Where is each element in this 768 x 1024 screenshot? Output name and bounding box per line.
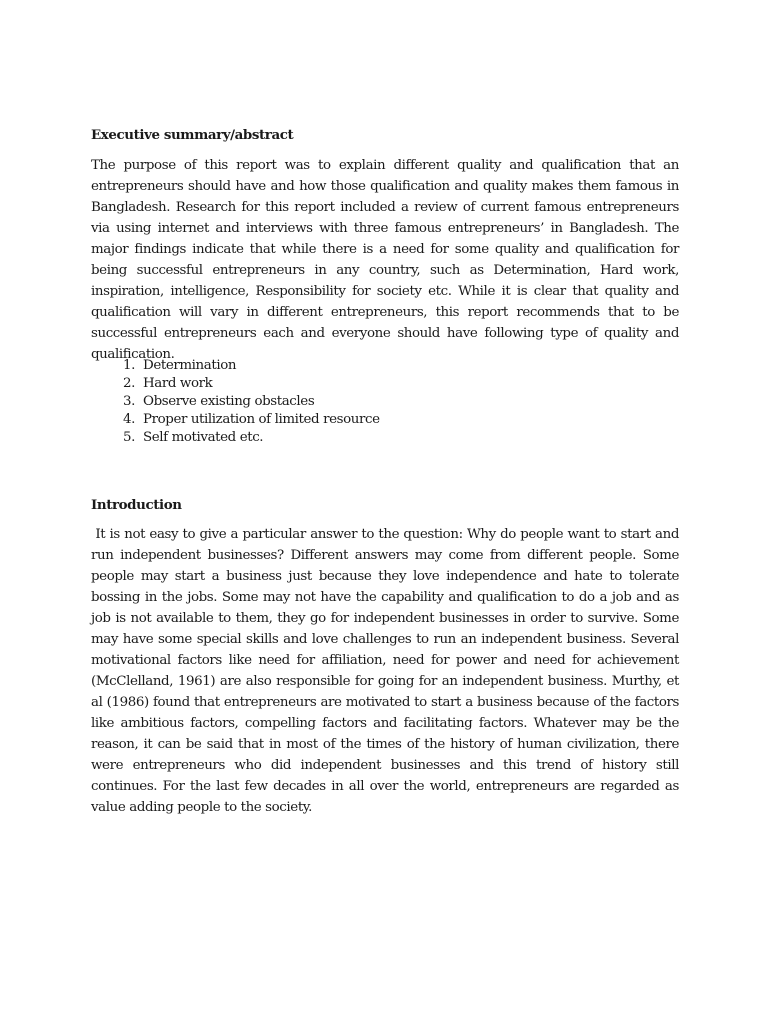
list-item — [91, 429, 380, 447]
list-item — [91, 357, 380, 375]
qualities-list — [91, 357, 380, 447]
list-item — [91, 375, 380, 393]
introduction-paragraph: It is not easy to give a particular answer to the question: Why do people want to start and run independent businesses? Different answers may come from different people. Some people may start a business just because they love independence and hate to tolerate bossing in the jobs. Some may not have the capability and qualification to do a job and as job is not available to them, they go for independent businesses in order to survive. Some may have some special skills and love challenges to run an independent business. Several motivational factors like need for affiliation, need for power and need for achievement (McClelland, 1961) are also responsible for going for an independent business. Murthy, et al (1986) found that entrepreneurs are motivated to start a business because of the factors like ambitious factors, compelling factors and facilitating factors. Whatever may be the reason, it can be said that in most of the times of the history of human civilization, there were entrepreneurs who did independent businesses and this trend of history still continues. For the last few decades in all over the world, entrepreneurs are regarded as value adding people to the society. — [91, 527, 683, 815]
list-number: 2. — [123, 376, 135, 391]
list-number: 5. — [123, 430, 135, 445]
list-number: 1. — [123, 358, 135, 373]
summary-heading: Executive summary/abstract — [91, 127, 294, 143]
list-text: Proper utilization of limited resource — [143, 412, 380, 427]
list-text: Hard work — [143, 376, 213, 391]
list-text: Self motivated etc. — [143, 430, 264, 445]
introduction-heading: Introduction — [91, 497, 182, 513]
list-item — [91, 411, 380, 429]
list-text: Determination — [143, 358, 237, 373]
summary-paragraph: The purpose of this report was to explain different quality and qualification that an entrepreneurs should have and how those qualification and quality makes them famous in Bangladesh. Research for this report included a review of current famous entrepreneurs via using internet and interviews with three famous entrepreneurs’ in Bangladesh. The major findings indicate that while there is a need for some quality and qualification for being successful entrepreneurs in any country, such as Determination, Hard work, inspiration, intelligence, Responsibility for society etc. While it is clear that quality and qualification will vary in different entrepreneurs, this report recommends that to be successful entrepreneurs each and everyone should have following type of quality and qualification. — [91, 158, 679, 362]
list-number: 4. — [123, 412, 135, 427]
list-number: 3. — [123, 394, 135, 409]
list-text: Observe existing obstacles — [143, 394, 315, 409]
list-item — [91, 393, 380, 411]
